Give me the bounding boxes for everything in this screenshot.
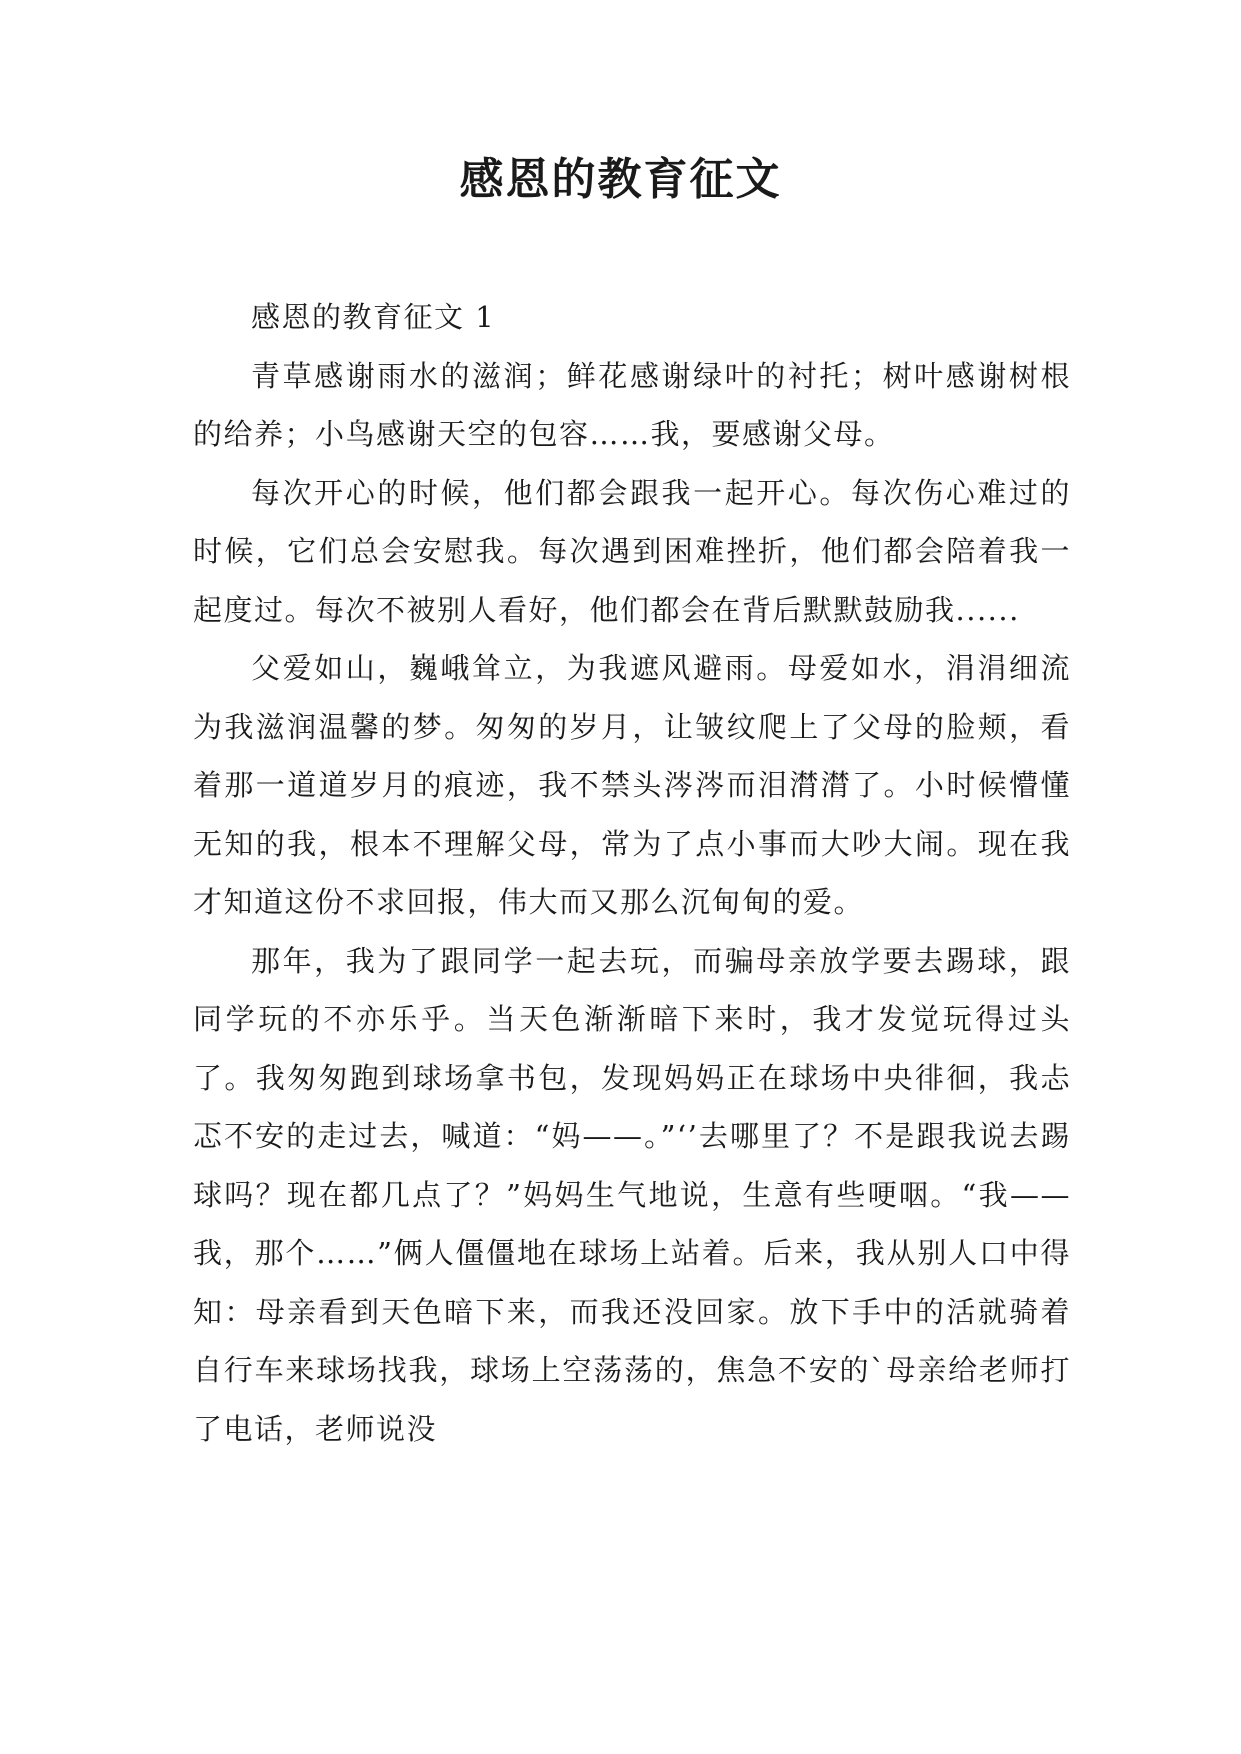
paragraph: 青草感谢雨水的滋润；鲜花感谢绿叶的衬托；树叶感谢树根的给养；小鸟感谢天空的包容……我，要感谢父母。 <box>193 358 1071 451</box>
document-title: 感恩的教育征文 <box>459 154 782 205</box>
paragraph: 每次开心的时候，他们都会跟我一起开心。每次伤心难过的时候，它们总会安慰我。每次遇到困难挫折，他们都会陪着我一起度过。每次不被别人看好，他们都会在背后默默鼓励我...... <box>193 475 1071 627</box>
document-body <box>193 288 1071 1458</box>
paragraph: 父爱如山，巍峨耸立，为我遮风避雨。母爱如水，涓涓细流为我滋润温馨的梦。匆匆的岁月，让皱纹爬上了父母的脸颊，看着那一道道岁月的痕迹，我不禁头涔涔而泪潸潸了。小时候懵懂无知的我，根本不理解父母，常为了点小事而大吵大闹。现在我才知道这份不求回报，伟大而又那么沉甸甸的爱。 <box>193 651 1071 919</box>
section-heading: 感恩的教育征文 1 <box>251 300 496 334</box>
paragraph: 那年，我为了跟同学一起去玩，而骗母亲放学要去踢球，跟同学玩的不亦乐乎。当天色渐渐暗下来时，我才发觉玩得过头了。我匆匆跑到球场拿书包，发现妈妈正在球场中央徘徊，我忐忑不安的走过去，喊道：“妈——。”‘’去哪里了？不是跟我说去踢球吗？现在都几点了？”妈妈生气地说，生意有些哽咽。“我——我，那个……”俩人僵僵地在球场上站着。后来，我从别人口中得知：母亲看到天色暗下来，而我还没回家。放下手中的活就骑着自行车来球场找我，球场上空荡荡的，焦急不安的`母亲给老师打了电话，老师说没 <box>193 943 1071 1446</box>
